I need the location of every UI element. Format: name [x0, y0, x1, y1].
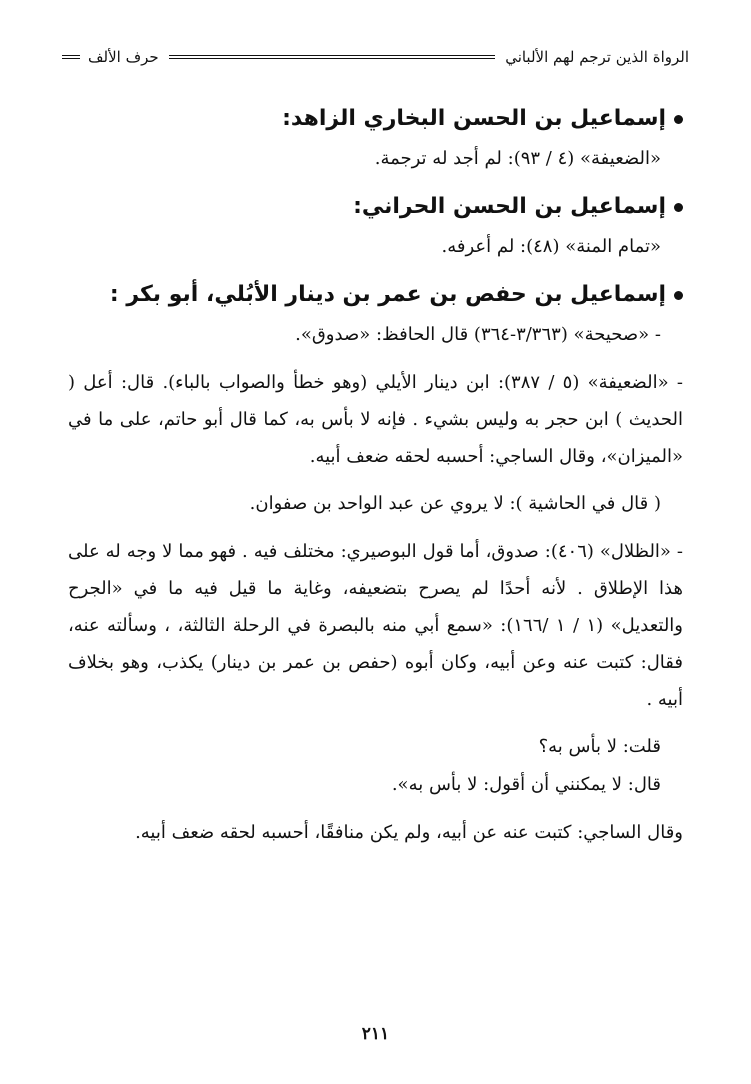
entry-line-sahiha: - «صحيحة» (٣/٣٦٣-٣٦٤) قال الحافظ: «صدوق». — [295, 324, 661, 345]
entry-line: «الضعيفة» (٤ / ٩٣): لم أجد له ترجمة. — [374, 148, 661, 169]
entry-heading — [68, 100, 683, 138]
entry-line-qala: قال: لا يمكنني أن أقول: لا بأس به». — [391, 774, 661, 795]
entry-heading-text: إسماعيل بن حفص بن عمر بن دينار الأبُلي، أبو بكر : — [109, 282, 666, 307]
bullet-icon — [674, 291, 683, 300]
entry-paragraph-saji: وقال الساجي: كتبت عنه عن أبيه، ولم يكن منافقًا، أحسبه لحقه ضعف أبيه. — [135, 822, 683, 843]
page-content — [68, 100, 683, 851]
header-rule — [169, 55, 496, 59]
entry-heading-text: إسماعيل بن الحسن الحراني: — [353, 194, 666, 219]
entry-paragraph-zilal: - «الظلال» (٤٠٦): صدوق، أما قول البوصيري: مختلف فيه . فهو مما لا وجه له على هذا الإطلاق . لأنه أحدًا لم يصرح بتضعيفه، وغاية ما قيل فيه ما في «الجرح والتعديل» (١ / ١ /١٦٦): «سمع أبي منه بالبصرة في الرحلة الثالثة، ، وسألته عنه، فقال: كتبت عنه وعن أبيه، وكان أبوه (حفص بن عمر بن دينار) يكذب، وهو بخلاف أبيه . — [68, 541, 684, 710]
page-number: ٢١١ — [361, 1024, 390, 1044]
entry-line-qultu: قلت: لا بأس به؟ — [538, 736, 661, 757]
entry-heading-text: إسماعيل بن الحسن البخاري الزاهد: — [282, 106, 666, 131]
header-dash — [62, 55, 80, 59]
running-header — [62, 42, 689, 72]
entry-line-hashiya: ( قال في الحاشية ): لا يروي عن عبد الواحد بن صفوان. — [249, 493, 661, 514]
section-title: حرف الألف — [88, 48, 159, 66]
bullet-icon — [674, 203, 683, 212]
bullet-icon — [674, 115, 683, 124]
book-title: الرواة الذين ترجم لهم الألباني — [505, 48, 689, 66]
entry-line: «تمام المنة» (٤٨): لم أعرفه. — [441, 236, 661, 257]
entry-heading — [68, 188, 683, 226]
entry-paragraph-daifa: - «الضعيفة» (٥ / ٣٨٧): ابن دينار الأيلي (وهو خطأ والصواب بالباء). قال: أعل ( الحديث ) ابن حجر به وليس بشيء . فإنه لا بأس به، كما قال أبو حاتم، على ما في «الميزان»، وقال الساجي: أحسبه لحقه ضعف أبيه. — [68, 372, 683, 467]
entry-heading — [68, 276, 683, 314]
